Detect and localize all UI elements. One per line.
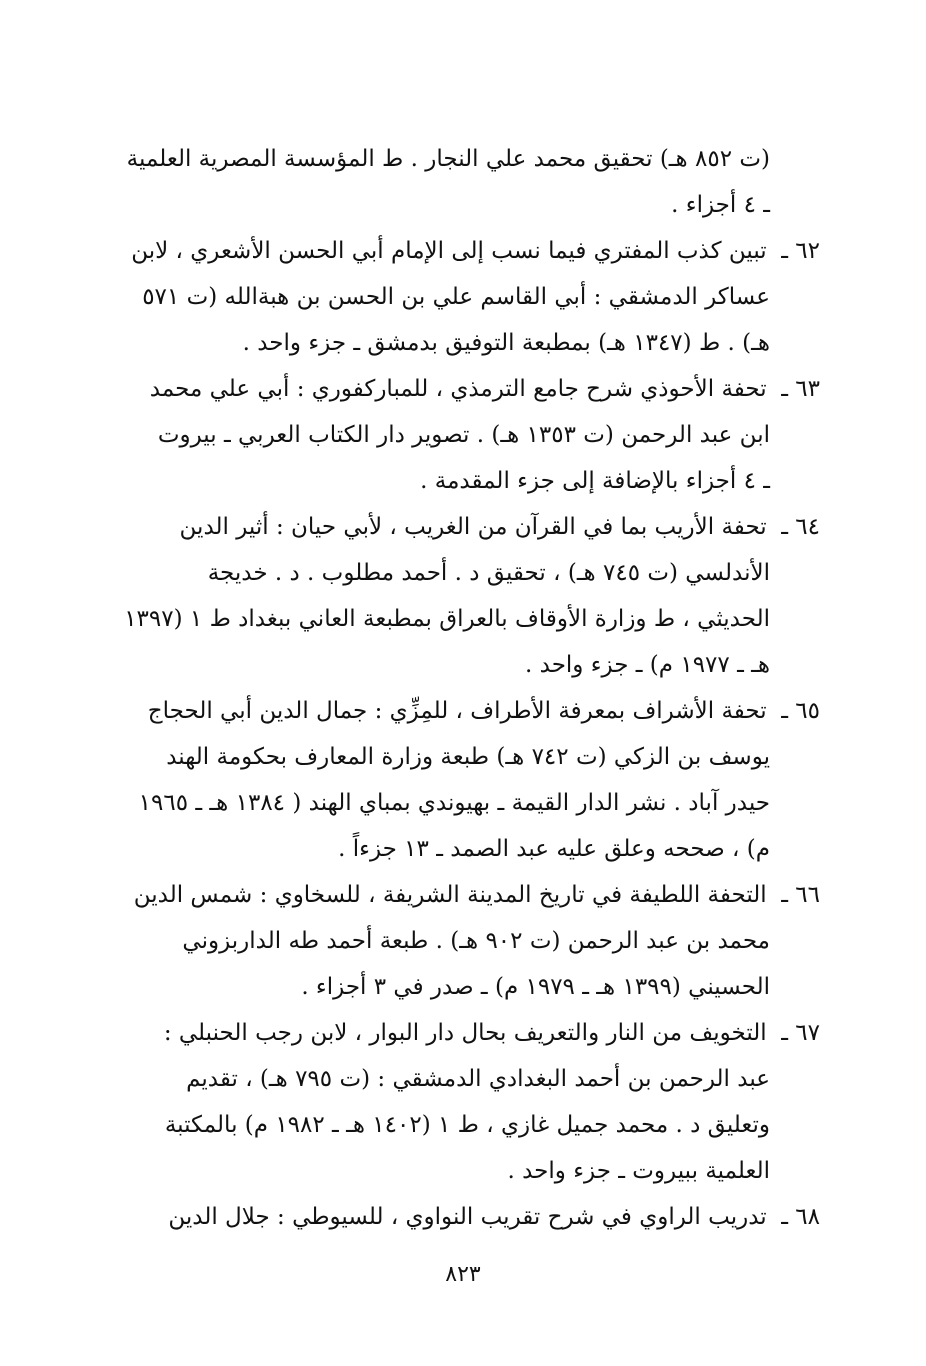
entry-text: تحفة الأشراف بمعرفة الأطراف ، للمِزِّي : جمال الدين أبي الحجاج: [147, 698, 767, 724]
entry-number: ٦٨ ـ: [781, 1204, 820, 1230]
text-line: [120, 366, 820, 412]
text-line: محمد بن عبد الرحمن (ت ٩٠٢ هـ) . طبعة أحمد طه الداربزوني: [182, 928, 770, 954]
entry-68: [120, 1194, 820, 1240]
text-line: يوسف بن الزكي (ت ٧٤٢ هـ) طبعة وزارة المعارف بحكومة الهند: [166, 744, 770, 770]
text-line: عبد الرحمن بن أحمد البغدادي الدمشقي : (ت ٧٩٥ هـ) ، تقديم: [186, 1066, 770, 1092]
text-line: (ت ٨٥٢ هـ) تحقيق محمد علي النجار . ط المؤسسة المصرية العلمية: [126, 146, 770, 172]
entry-text: التخويف من النار والتعريف بحال دار البوار ، لابن رجب الحنبلي :: [163, 1020, 767, 1046]
text-line: [120, 228, 820, 274]
text-line: ـ ٤ أجزاء بالإضافة إلى جزء المقدمة .: [420, 468, 770, 494]
entry-63: [120, 366, 820, 504]
continued-entry: [120, 136, 820, 228]
entry-text: تحفة الأريب بما في القرآن من الغريب ، لأبي حيان : أثير الدين: [179, 514, 767, 540]
text-line: [120, 688, 820, 734]
text-line: م) ، صححه وعلق عليه عبد الصمد ـ ١٣ جزءاً .: [338, 836, 770, 862]
text-line: وتعليق د . محمد جميل غازي ، ط ١ (١٤٠٢ هـ ـ ١٩٨٢ م) بالمكتبة: [164, 1112, 770, 1138]
text-line: الحديثي ، ط وزارة الأوقاف بالعراق بمطبعة العاني ببغداد ط ١ (١٣٩٧: [124, 606, 770, 632]
entry-number: ٦٥ ـ: [781, 698, 820, 724]
entry-number: ٦٣ ـ: [781, 376, 820, 402]
page-number: ٨٢٣: [445, 1262, 481, 1287]
entry-text: تدريب الراوي في شرح تقريب النواوي ، للسيوطي : جلال الدين: [168, 1204, 767, 1230]
entry-62: [120, 228, 820, 366]
text-line: عساكر الدمشقي : أبي القاسم علي بن الحسن بن هبةالله (ت ٥٧١: [142, 284, 770, 310]
entry-text: تحفة الأحوذي شرح جامع الترمذي ، للمباركفوري : أبي علي محمد: [149, 376, 767, 402]
text-line: الأندلسي (ت ٧٤٥ هـ) ، تحقيق د . أحمد مطلوب . د . خديجة: [207, 560, 770, 586]
entry-number: ٦٦ ـ: [781, 882, 820, 908]
text-line: العلمية ببيروت ـ جزء واحد .: [507, 1158, 770, 1184]
entry-text: تبين كذب المفتري فيما نسب إلى الإمام أبي الحسن الأشعري ، لابن: [131, 238, 767, 264]
text-line: حيدر آباد . نشر الدار القيمة ـ بهيوندي بمباي الهند ( ١٣٨٤ هـ ـ ١٩٦٥: [138, 790, 770, 816]
bibliography-text: [120, 136, 820, 1240]
entry-text: التحفة اللطيفة في تاريخ المدينة الشريفة ، للسخاوي : شمس الدين: [133, 882, 767, 908]
text-line: ـ ٤ أجزاء .: [671, 192, 770, 218]
text-line: [120, 504, 820, 550]
entry-65: [120, 688, 820, 872]
text-line: ابن عبد الرحمن (ت ١٣٥٣ هـ) . تصوير دار الكتاب العربي ـ بيروت: [157, 422, 770, 448]
text-line: [120, 872, 820, 918]
entry-number: ٦٤ ـ: [781, 514, 820, 540]
text-line: هـ ـ ١٩٧٧ م) ـ جزء واحد .: [525, 652, 770, 678]
entry-number: ٦٢ ـ: [781, 238, 820, 264]
entry-66: [120, 872, 820, 1010]
text-line: [120, 1194, 820, 1240]
text-line: هـ) . ط (١٣٤٧ هـ) بمطبعة التوفيق بدمشق ـ جزء واحد .: [242, 330, 770, 356]
text-line: [120, 1010, 820, 1056]
entry-67: [120, 1010, 820, 1194]
text-line: الحسيني (١٣٩٩ هـ ـ ١٩٧٩ م) ـ صدر في ٣ أجزاء .: [301, 974, 770, 1000]
entry-number: ٦٧ ـ: [781, 1020, 820, 1046]
entry-64: [120, 504, 820, 688]
